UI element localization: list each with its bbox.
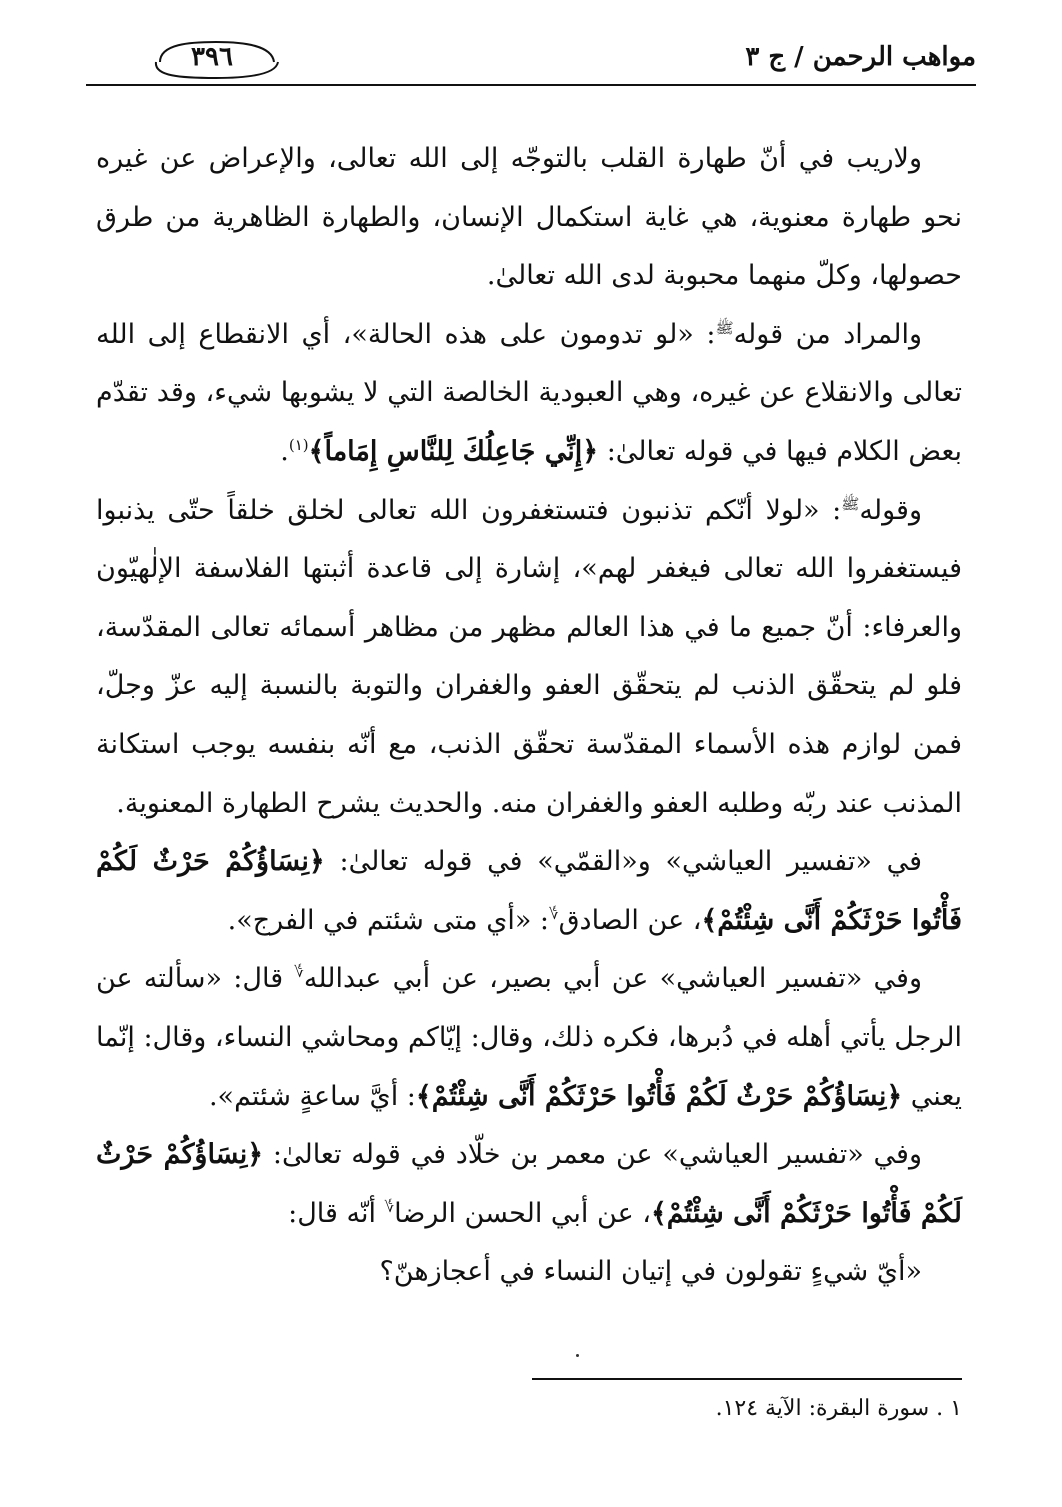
page-number-badge bbox=[150, 38, 282, 78]
paragraph-p7 bbox=[96, 1243, 962, 1302]
text-run: والمراد من قوله bbox=[733, 318, 922, 350]
text-run: : «أي متى شئتم في الفرج». bbox=[227, 904, 550, 936]
quran-verse: ﴿نِسَاؤُكُمْ حَرْثٌ لَكُمْ فَأْتُوا حَرْثَكُمْ أَنَّى شِئْتُمْ﴾ bbox=[96, 1139, 962, 1229]
footnote-number: ١ bbox=[950, 1396, 962, 1421]
text-run: : «لولا أنّكم تذنبون فتستغفرون الله تعالى لخلق خلقاً حتّى يذنبوا فيستغفروا الله تعالى فيغفر لهم»، إشارة إلى قاعدة أثبتها الفلاسفة الإلٰهيّون والعرفاء: أنّ جميع ما في هذا العالم مظهر من مظاهر أسمائه تعالى المقدّسة، فلو لم يتحقّق الذنب لم يتحقّق العفو والغفران والتوبة بالنسبة إليه عزّ وجلّ، فمن لوازم هذه الأسماء المقدّسة تحقّق الذنب، مع أنّه بنفسه يوجب استكانة المذنب عند ربّه وطلبه العفو والغفران منه. والحديث يشرح الطهارة المعنوية. bbox=[96, 494, 962, 819]
honorific: ﷺ bbox=[715, 318, 734, 337]
header-rule bbox=[86, 84, 976, 86]
text-run: وقوله bbox=[859, 494, 922, 526]
paragraph-p2 bbox=[96, 306, 962, 482]
text-run: «أيّ شيءٍ تقولون في إتيان النساء في أعجازهنّ؟ bbox=[379, 1256, 922, 1288]
honorific: ؇ bbox=[384, 1197, 395, 1216]
paragraph-p5 bbox=[96, 950, 962, 1126]
honorific: ﷺ bbox=[841, 494, 860, 513]
quran-verse: ﴿إِنِّي جَاعِلُكَ لِلنَّاسِ إِمَاماً﴾ bbox=[308, 435, 599, 467]
text-run: في «تفسير العياشي» و«القمّي» في قوله تعالىٰ: bbox=[324, 846, 923, 878]
book-title: مواهب الرحمن / ج ٣ bbox=[745, 42, 976, 72]
body-text bbox=[96, 130, 962, 1302]
text-run: وفي «تفسير العياشي» عن أبي بصير، عن أبي عبدالله bbox=[303, 963, 922, 995]
footnote-rule bbox=[532, 1378, 962, 1380]
paragraph-p6 bbox=[96, 1126, 962, 1243]
footnote bbox=[716, 1396, 962, 1421]
page-header bbox=[86, 38, 976, 90]
honorific: ؇ bbox=[294, 963, 304, 982]
page-number: ٣٩٦ bbox=[191, 42, 233, 72]
text-run: قال: «سألته عن الرجل يأتي أهله في دُبرها، فكره ذلك، وقال: إيّاكم ومحاشي النساء، وقال: إنّما يعني bbox=[96, 963, 962, 1112]
footnote-ref: (١) bbox=[288, 435, 309, 454]
text-run: ، عن الصادق bbox=[558, 904, 702, 936]
quran-verse: ﴿نِسَاؤُكُمْ حَرْثٌ لَكُمْ فَأْتُوا حَرْثَكُمْ أَنَّى شِئْتُمْ﴾ bbox=[96, 846, 962, 936]
honorific: ؇ bbox=[549, 904, 559, 923]
quran-verse: ﴿نِسَاؤُكُمْ حَرْثٌ لَكُمْ فَأْتُوا حَرْثَكُمْ أَنَّى شِئْتُمْ﴾ bbox=[415, 1080, 903, 1112]
text-run: ، عن أبي الحسن الرضا bbox=[394, 1197, 651, 1229]
footnote-text: . سورة البقرة: الآية ١٢٤. bbox=[715, 1396, 944, 1421]
text-run: : أيَّ ساعةٍ شئتم». bbox=[208, 1080, 416, 1112]
text-run: : «لو تدومون على هذه الحالة»، أي الانقطاع إلى الله تعالى والانقلاع عن غيره، وهي العبودية الخالصة التي لا يشوبها شيء، وقد تقدّم بعض الكلام فيها في قوله تعالىٰ: bbox=[96, 318, 962, 467]
text-run: وفي «تفسير العياشي» عن معمر بن خلّاد في قوله تعالىٰ: bbox=[263, 1139, 922, 1171]
text-run: أنّه قال: bbox=[288, 1197, 385, 1229]
paragraph-p4 bbox=[96, 833, 962, 950]
stray-dot bbox=[576, 1354, 579, 1357]
text-run: . bbox=[280, 435, 289, 467]
text-run: ولاريب في أنّ طهارة القلب بالتوجّه إلى الله تعالى، والإعراض عن غيره نحو طهارة معنوية، هي غاية استكمال الإنسان، والطهارة الظاهرية من طرق حصولها، وكلّ منهما محبوبة لدى الله تعالىٰ. bbox=[96, 143, 962, 292]
paragraph-p1 bbox=[96, 130, 962, 306]
paragraph-p3 bbox=[96, 482, 962, 834]
